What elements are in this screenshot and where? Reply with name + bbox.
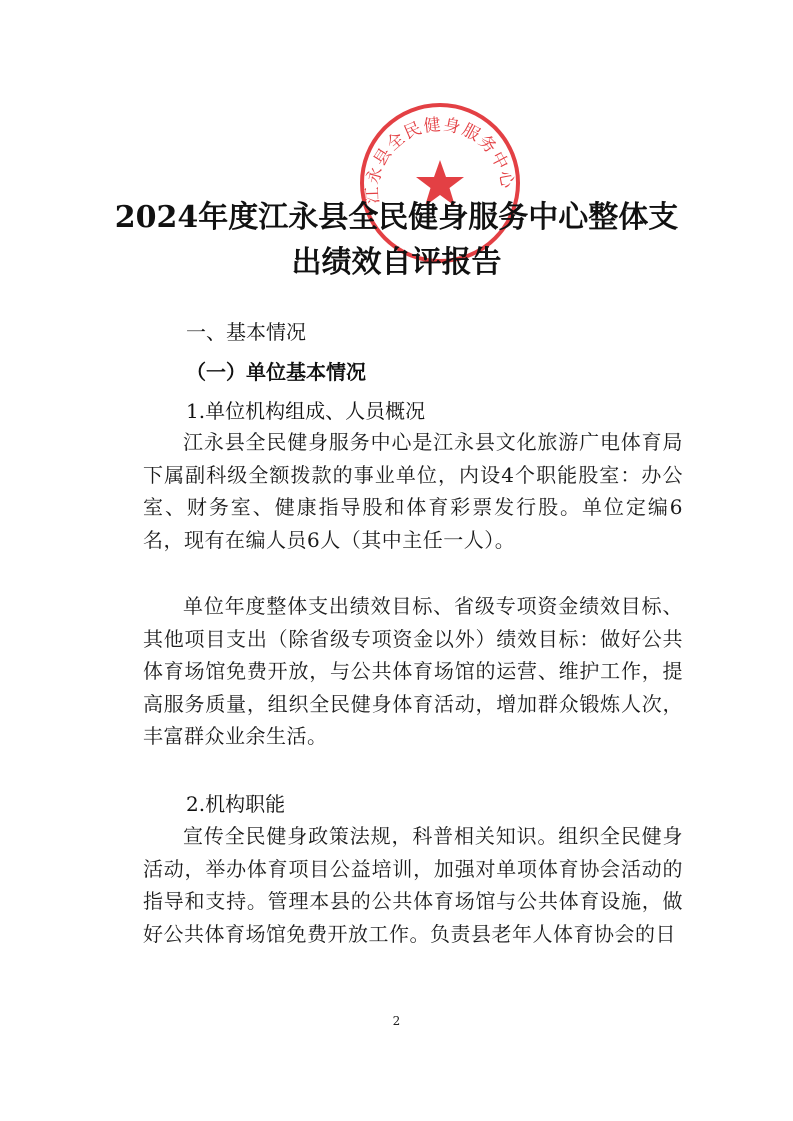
seal-text-path: 江永县全民健身服务中心 [362,114,518,205]
paragraph-performance-goals: 单位年度整体支出绩效目标、省级专项资金绩效目标、其他项目支出（除省级专项资金以外）绩效目标：做好公共体育场馆免费开放，与公共体育场馆的运营、维护工作，提高服务质量，组织全民健身体育活动，增加群众锻炼人次，丰富群众业余生活。 [143,594,683,748]
report-title-line-1: 2024年度江永县全民健身服务中心整体支 [114,200,679,235]
section-heading-basic-info: 一、基本情况 [186,320,306,344]
paragraph-organization: 江永县全民健身服务中心是江永县文化旅游广电体育局下属副科级全额拨款的事业单位，内设4个职能股室：办公室、财务室、健康指导股和体育彩票发行股。单位定编6名，现有在编人员6人（其中主任一人）。 [143,430,683,552]
report-title-line-2: 出绩效自评报告 [291,245,502,280]
item-heading-organization: 1.单位机构组成、人员概况 [186,399,426,423]
subsection-heading-unit-info: （一）单位基本情况 [186,360,366,384]
item-heading-functions: 2.机构职能 [186,792,286,816]
paragraph-functions: 宣传全民健身政策法规，科普相关知识。组织全民健身活动，举办体育项目公益培训，加强对单项体育协会活动的指导和支持。管理本县的公共体育场馆与公共体育设施，做好公共体育场馆免费开放工作。负责县老年人体育协会的日 [143,824,683,946]
page-number: 2 [392,1014,401,1028]
